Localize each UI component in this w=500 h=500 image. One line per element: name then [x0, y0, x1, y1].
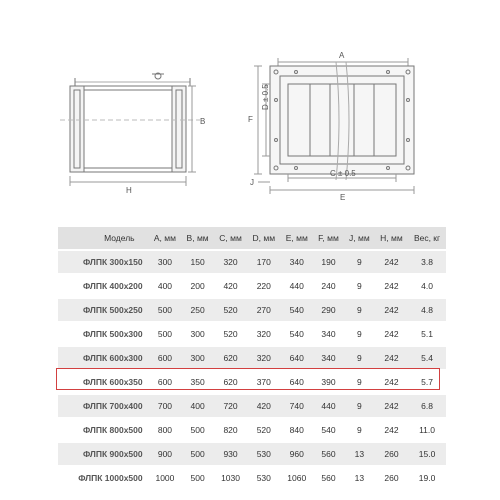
- table-cell: 15.0: [408, 443, 446, 465]
- specification-table: [58, 225, 446, 491]
- table-cell: 320: [247, 323, 280, 345]
- model-cell: ФЛПК 600x350: [58, 371, 149, 393]
- table-row: [58, 275, 446, 297]
- table-cell: 340: [313, 347, 344, 369]
- table-cell: 620: [214, 347, 247, 369]
- table-cell: 320: [214, 251, 247, 273]
- table-cell: 500: [181, 443, 214, 465]
- table-cell: 270: [247, 299, 280, 321]
- table-cell: 640: [280, 347, 313, 369]
- table-cell: 600: [149, 371, 182, 393]
- table-cell: 19.0: [408, 467, 446, 489]
- model-cell: ФЛПК 1000x500: [58, 467, 149, 489]
- table-cell: 390: [313, 371, 344, 393]
- table-cell: 170: [247, 251, 280, 273]
- table-row: [58, 443, 446, 465]
- table-row: [58, 347, 446, 369]
- table-cell: 9: [344, 371, 375, 393]
- table-cell: 190: [313, 251, 344, 273]
- table-cell: 242: [375, 419, 408, 441]
- table-cell: 240: [313, 275, 344, 297]
- table-cell: 540: [280, 299, 313, 321]
- table-cell: 530: [247, 443, 280, 465]
- table-cell: 320: [247, 347, 280, 369]
- table-cell: 5.7: [408, 371, 446, 393]
- table-cell: 9: [344, 395, 375, 417]
- table-cell: 242: [375, 347, 408, 369]
- table-cell: 600: [149, 347, 182, 369]
- table-cell: 13: [344, 467, 375, 489]
- table-cell: 400: [149, 275, 182, 297]
- table-cell: 300: [181, 323, 214, 345]
- table-cell: 6.8: [408, 395, 446, 417]
- table-cell: 720: [214, 395, 247, 417]
- dim-label-b: B: [200, 117, 206, 126]
- dim-label-f: F: [248, 115, 253, 124]
- table-cell: 9: [344, 419, 375, 441]
- table-cell: 5.1: [408, 323, 446, 345]
- table-cell: 242: [375, 371, 408, 393]
- table-cell: 11.0: [408, 419, 446, 441]
- table-cell: 242: [375, 395, 408, 417]
- table-cell: 3.8: [408, 251, 446, 273]
- table-cell: 420: [247, 395, 280, 417]
- table-row: [58, 467, 446, 489]
- col-header-h: H, мм: [375, 227, 408, 249]
- table-cell: 820: [214, 419, 247, 441]
- table-row: [58, 371, 446, 393]
- col-header-e: E, мм: [280, 227, 313, 249]
- dim-label-e: E: [340, 193, 346, 202]
- technical-drawings: [0, 0, 500, 210]
- table-cell: 500: [149, 299, 182, 321]
- table-cell: 620: [214, 371, 247, 393]
- table-cell: 1000: [149, 467, 182, 489]
- table-cell: 150: [181, 251, 214, 273]
- table-cell: 500: [149, 323, 182, 345]
- model-cell: ФЛПК 500x250: [58, 299, 149, 321]
- table-cell: 700: [149, 395, 182, 417]
- table-row-highlighted: [58, 395, 446, 417]
- table-cell: 1060: [280, 467, 313, 489]
- table-row: [58, 419, 446, 441]
- model-cell: ФЛПК 700x400: [58, 395, 149, 417]
- table-cell: 540: [280, 323, 313, 345]
- table-cell: 9: [344, 251, 375, 273]
- table-cell: 640: [280, 371, 313, 393]
- table-cell: 9: [344, 299, 375, 321]
- table-row: [58, 299, 446, 321]
- table-cell: 900: [149, 443, 182, 465]
- dim-label-j: J: [250, 178, 254, 187]
- model-cell: ФЛПК 300x150: [58, 251, 149, 273]
- table-cell: 4.8: [408, 299, 446, 321]
- table-cell: 520: [214, 323, 247, 345]
- table-cell: 500: [181, 419, 214, 441]
- table-cell: 340: [280, 251, 313, 273]
- table-cell: 4.0: [408, 275, 446, 297]
- dim-label-c: C ± 0.5: [330, 169, 356, 178]
- table-cell: 840: [280, 419, 313, 441]
- table-cell: 242: [375, 251, 408, 273]
- table-cell: 350: [181, 371, 214, 393]
- table-header-row: [58, 227, 446, 249]
- table-cell: 500: [181, 467, 214, 489]
- table-cell: 5.4: [408, 347, 446, 369]
- table-row: [58, 323, 446, 345]
- table-cell: 440: [313, 395, 344, 417]
- table-cell: 1030: [214, 467, 247, 489]
- table-cell: 370: [247, 371, 280, 393]
- table-cell: 960: [280, 443, 313, 465]
- table-cell: 440: [280, 275, 313, 297]
- table-cell: 530: [247, 467, 280, 489]
- table-cell: 9: [344, 275, 375, 297]
- table-cell: 540: [313, 419, 344, 441]
- table-cell: 560: [313, 467, 344, 489]
- table-cell: 930: [214, 443, 247, 465]
- model-cell: ФЛПК 500x300: [58, 323, 149, 345]
- table-row: [58, 251, 446, 273]
- table-cell: 13: [344, 443, 375, 465]
- table-cell: 300: [149, 251, 182, 273]
- table-cell: 340: [313, 323, 344, 345]
- table-cell: 220: [247, 275, 280, 297]
- table-cell: 420: [214, 275, 247, 297]
- col-header-d: D, мм: [247, 227, 280, 249]
- table-cell: 260: [375, 467, 408, 489]
- table-cell: 290: [313, 299, 344, 321]
- table-cell: 242: [375, 323, 408, 345]
- col-header-weight: Вес, кг: [408, 227, 446, 249]
- col-header-model: Модель: [58, 227, 149, 249]
- col-header-j: J, мм: [344, 227, 375, 249]
- dim-label-d: D ± 0.5: [261, 84, 270, 110]
- col-header-a: A, мм: [149, 227, 182, 249]
- model-cell: ФЛПК 600x300: [58, 347, 149, 369]
- table-cell: 200: [181, 275, 214, 297]
- table-cell: 520: [247, 419, 280, 441]
- model-cell: ФЛПК 400x200: [58, 275, 149, 297]
- table-cell: 242: [375, 299, 408, 321]
- model-cell: ФЛПК 900x500: [58, 443, 149, 465]
- model-cell: ФЛПК 800x500: [58, 419, 149, 441]
- table-cell: 9: [344, 323, 375, 345]
- table-cell: 250: [181, 299, 214, 321]
- table-cell: 400: [181, 395, 214, 417]
- front-view-drawing: [60, 73, 200, 186]
- table-cell: 242: [375, 275, 408, 297]
- col-header-f: F, мм: [313, 227, 344, 249]
- dim-label-h: H: [126, 186, 132, 195]
- table-cell: 800: [149, 419, 182, 441]
- table-cell: 300: [181, 347, 214, 369]
- table-cell: 520: [214, 299, 247, 321]
- col-header-c: C, мм: [214, 227, 247, 249]
- table-cell: 260: [375, 443, 408, 465]
- col-header-b: B, мм: [181, 227, 214, 249]
- table-cell: 740: [280, 395, 313, 417]
- table-cell: 560: [313, 443, 344, 465]
- table-cell: 9: [344, 347, 375, 369]
- dim-label-a: A: [339, 51, 345, 60]
